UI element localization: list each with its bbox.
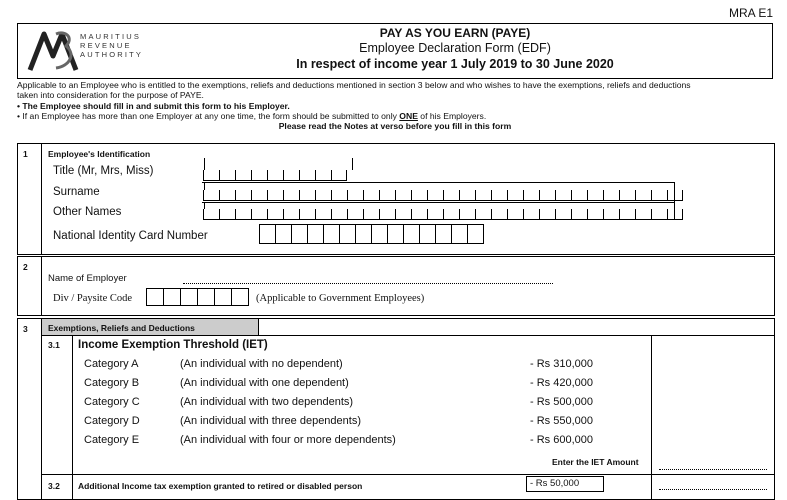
- nic-label: National Identity Card Number: [53, 230, 208, 242]
- category-c-amount: - Rs 500,000: [530, 396, 593, 408]
- form-subtitle: Employee Declaration Form (EDF): [359, 41, 551, 55]
- paysite-label: Div / Paysite Code: [53, 293, 133, 304]
- surname-field[interactable]: [203, 190, 683, 201]
- title-label: Title (Mr, Mrs, Miss): [53, 165, 154, 177]
- category-b-name: Category B: [84, 377, 140, 389]
- category-e-amount: - Rs 600,000: [530, 434, 593, 446]
- title-field[interactable]: [203, 170, 347, 181]
- other-names-label: Other Names: [53, 206, 122, 218]
- paysite-code-field[interactable]: [146, 288, 248, 306]
- form-header: [17, 23, 773, 79]
- employer-label: Name of Employer: [48, 273, 127, 284]
- authority-name: MAURITIUS REVENUE AUTHORITY: [80, 32, 144, 60]
- category-b-amount: - Rs 420,000: [530, 377, 593, 389]
- category-a-desc: (An individual with no dependent): [180, 358, 343, 370]
- intro-text: Applicable to an Employee who is entitled to the exemptions, reliefs and deductions mentioned in section 3 below and who wishes to have the exemptions, reliefs and deductions taken into consideration for the purpose of PAYE. • The Employee should fill in and submit this form to his Employer. • If an Employee has more than one Employer at any one time, the form should be submitted to only ONE of his Employers. Please read the Notes at verso before you fill in this form: [17, 80, 691, 132]
- form-titles: [138, 26, 772, 72]
- income-year: In respect of income year 1 July 2019 to 30 June 2020: [296, 57, 614, 71]
- form-code: MRA E1: [728, 6, 773, 20]
- category-c-desc: (An individual with two dependents): [180, 396, 354, 408]
- nic-field[interactable]: [259, 224, 483, 244]
- section-employee-identification: 1 Employee's Identification Title (Mr, Mrs, Miss) Surname Other Names National Identity Card Number: [17, 143, 775, 255]
- retired-disabled-title: Additional Income tax exemption granted to retired or disabled person: [78, 481, 363, 491]
- form-title: PAY AS YOU EARN (PAYE): [379, 26, 531, 40]
- section3-heading: Exemptions, Reliefs and Deductions: [48, 323, 195, 333]
- other-names-field[interactable]: [203, 209, 683, 220]
- retired-disabled-amount: - Rs 50,000: [526, 476, 604, 492]
- retired-disabled-amount-field[interactable]: [659, 489, 767, 490]
- paysite-note: (Applicable to Government Employees): [256, 293, 425, 304]
- category-e-desc: (An individual with four or more dependents): [180, 434, 396, 446]
- iet-amount-field[interactable]: [659, 469, 767, 470]
- enter-iet-label: Enter the IET Amount: [552, 457, 639, 467]
- category-b-desc: (An individual with one dependent): [180, 377, 349, 389]
- category-d-amount: - Rs 550,000: [530, 415, 593, 427]
- section1-heading: Employee's Identification: [48, 149, 151, 159]
- category-a-amount: - Rs 310,000: [530, 358, 593, 370]
- category-a-name: Category A: [84, 358, 139, 370]
- section-exemptions: 3 Exemptions, Reliefs and Deductions 3.1 Income Exemption Threshold (IET) Category A (An individual with no dependent) - Rs 310,000 Category B (An individual with one dependent) - Rs 420,000 Category C (An individual with two dependents) - Rs 500,000 Category D (An individual with three dependents) - Rs 550,000 Category E (An individual with four or more dependents) - Rs 600,000 Enter the IET Amount 3.2 Additional Income tax exemption granted to retired or disabled person - Rs 50,000: [17, 318, 775, 500]
- category-d-desc: (An individual with three dependents): [180, 415, 362, 427]
- surname-label: Surname: [53, 186, 100, 198]
- employer-name-field[interactable]: [183, 283, 553, 284]
- iet-title: Income Exemption Threshold (IET): [78, 339, 268, 351]
- category-e-name: Category E: [84, 434, 140, 446]
- section-employer: 2 Name of Employer Div / Paysite Code (Applicable to Government Employees): [17, 256, 775, 316]
- category-c-name: Category C: [84, 396, 140, 408]
- category-d-name: Category D: [84, 415, 140, 427]
